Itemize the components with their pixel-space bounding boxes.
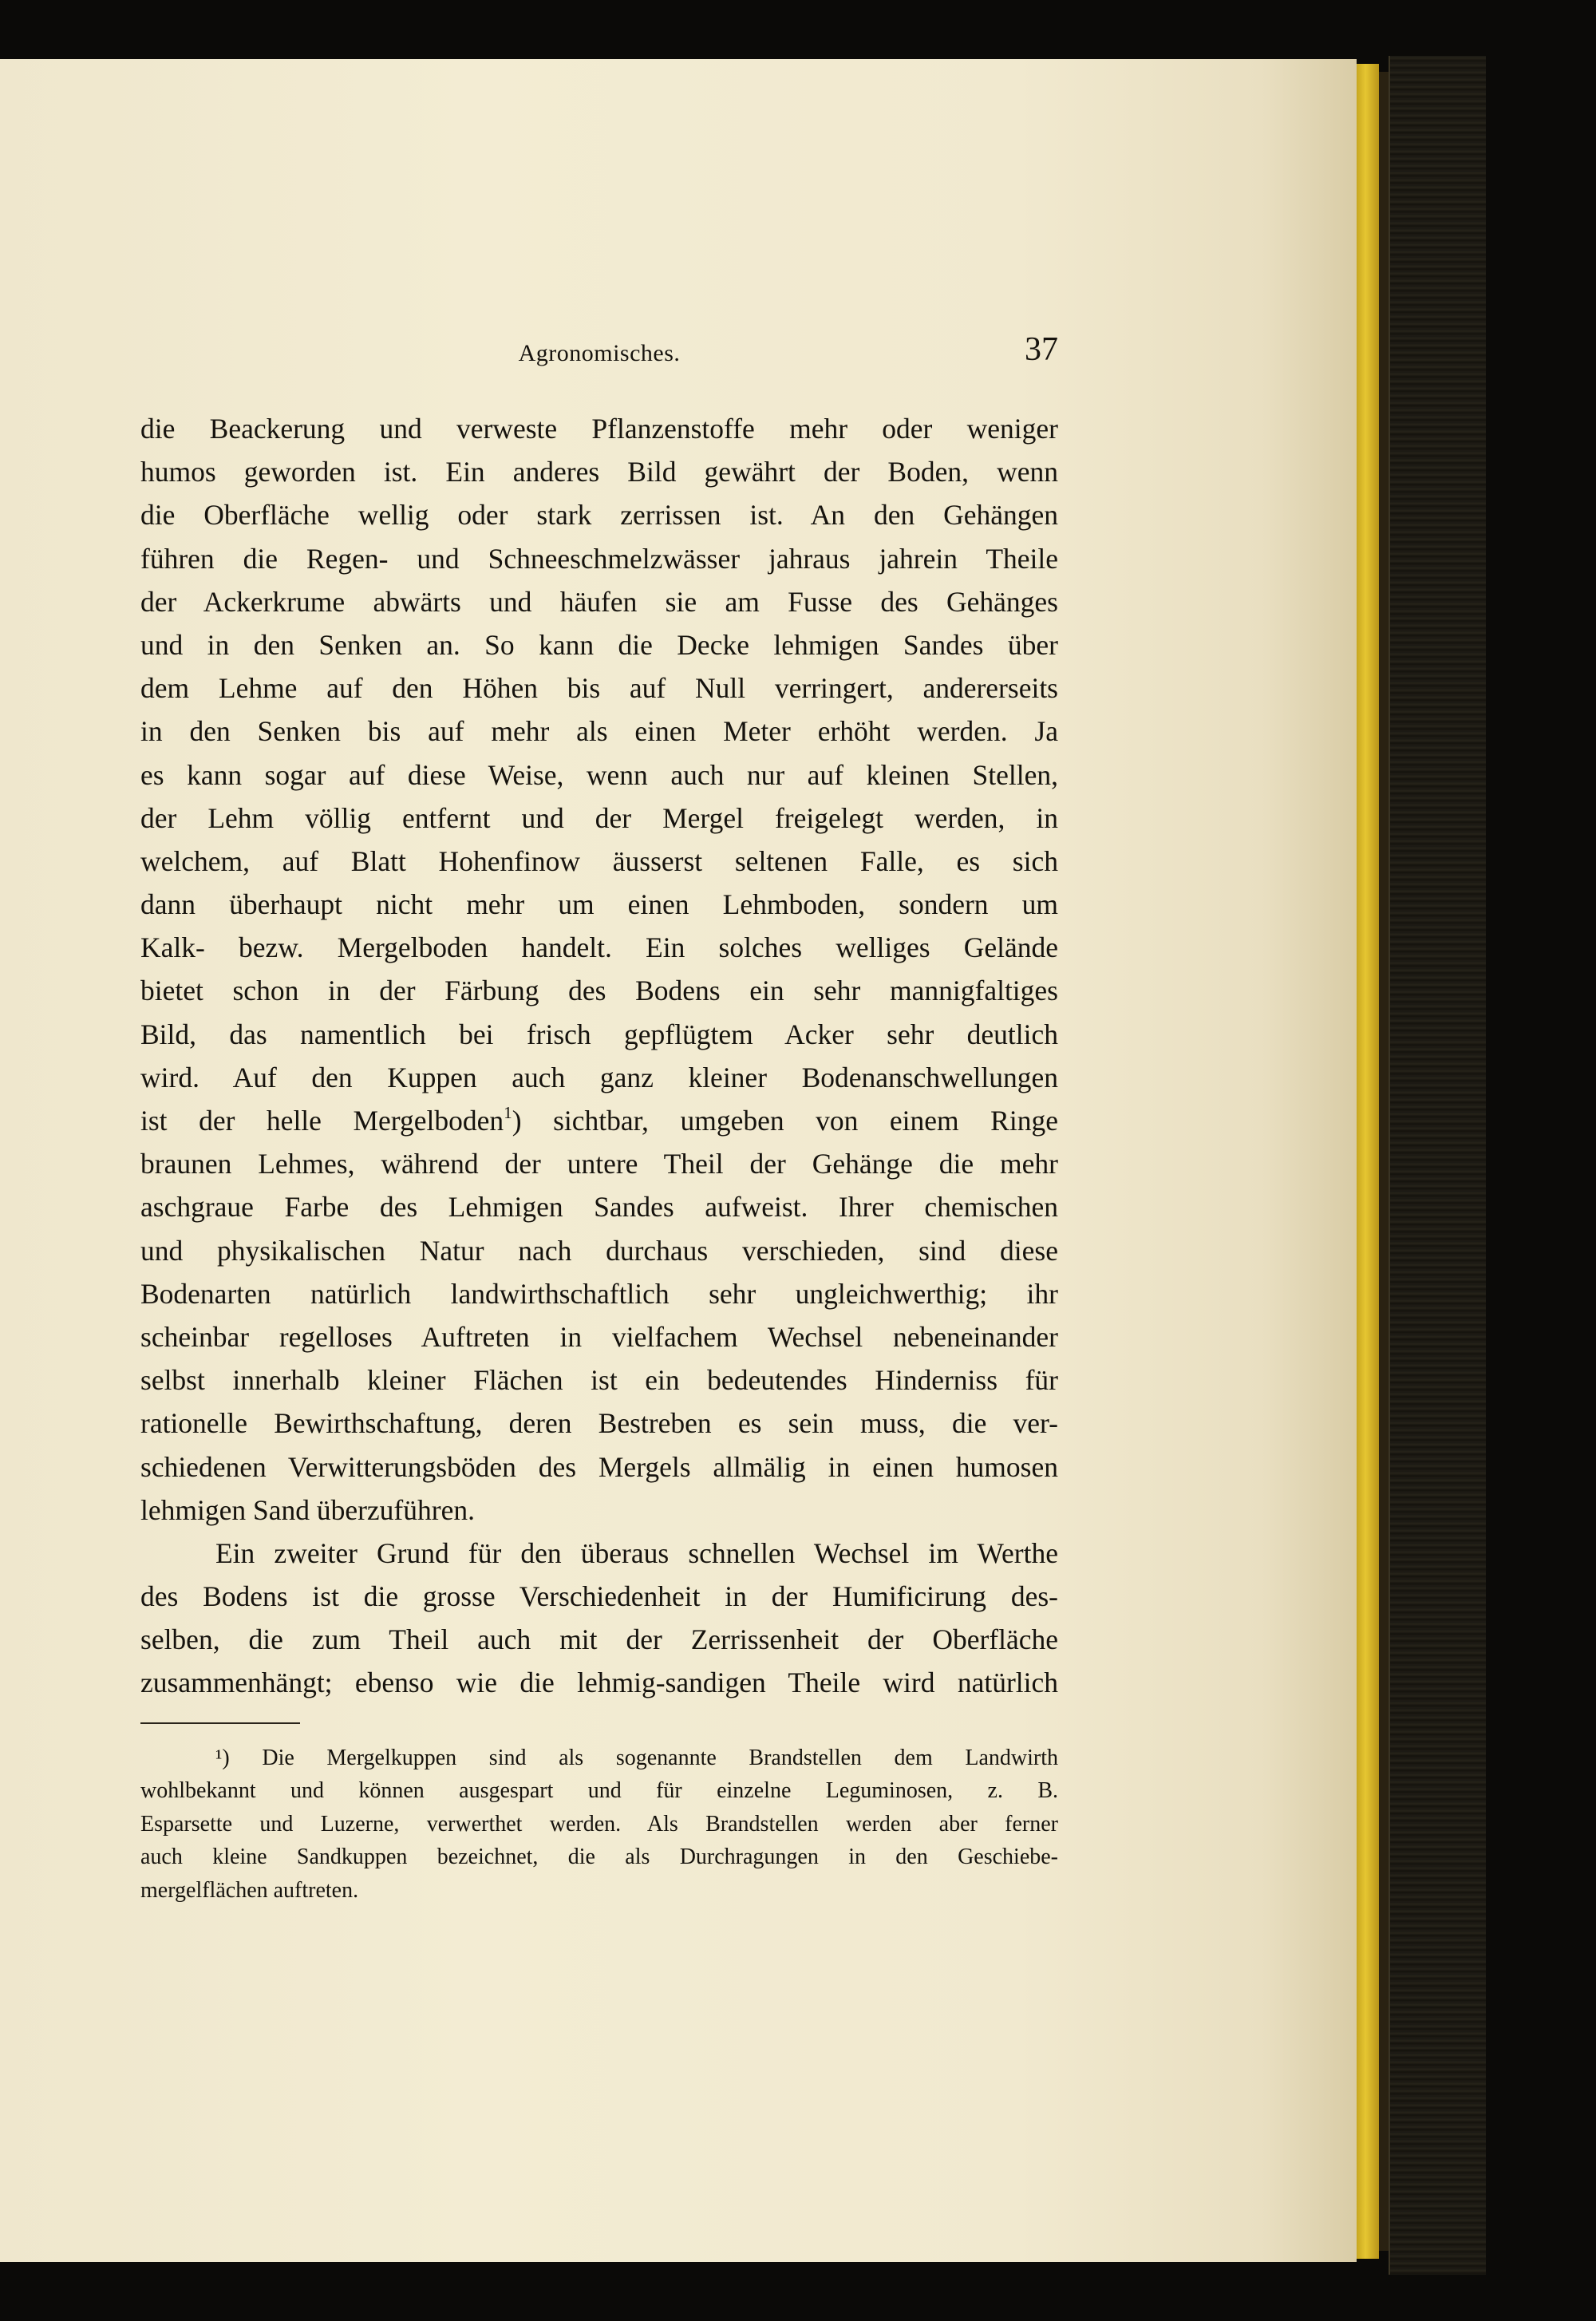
page-edge-shadow xyxy=(1379,72,1389,2251)
text-line: humos geworden ist. Ein anderes Bild gewährt der Boden, wenn xyxy=(140,456,1058,488)
text-line: zusammenhängt; ebenso wie die lehmig-sandigen Theile wird natürlich xyxy=(140,1667,1058,1699)
text-line: selben, die zum Theil auch mit der Zerrissenheit der Oberfläche xyxy=(140,1623,1058,1656)
footnote-line: mergelflächen auftreten. xyxy=(140,1877,359,1903)
footnote-rule xyxy=(140,1722,300,1724)
footnote xyxy=(140,1742,1058,1908)
text-line: führen die Regen- und Schneeschmelzwässer jahraus jahrein Theile xyxy=(140,542,1058,575)
text-line: in den Senken bis auf mehr als einen Meter erhöht werden. Ja xyxy=(140,715,1058,748)
text-line: es kann sogar auf diese Weise, wenn auch nur auf kleinen Stellen, xyxy=(140,758,1058,791)
text-line: und in den Senken an. So kann die Decke lehmigen Sandes über xyxy=(140,628,1058,661)
paragraph-first-line: Ein zweiter Grund für den überaus schnellen Wechsel im Werthe xyxy=(215,1536,1058,1569)
text-line: braunen Lehmes, während der untere Theil der Gehänge die mehr xyxy=(140,1148,1058,1180)
body-text xyxy=(140,407,1058,1705)
text-line: bietet schon in der Färbung des Bodens ein sehr mannigfaltiges xyxy=(140,975,1058,1007)
footnote-text: Die Mergelkuppen sind als sogenannte Brandstellen dem Landwirth xyxy=(262,1745,1058,1770)
text-segment: ist der helle Mergelboden xyxy=(140,1105,504,1137)
page-header xyxy=(140,331,1058,391)
text-line: die Oberfläche wellig oder stark zerrissen ist. An den Gehängen xyxy=(140,499,1058,532)
footnote-line: wohlbekannt und können ausgespart und für einzelne Leguminosen, z. B. xyxy=(140,1778,1058,1804)
text-line: welchem, auf Blatt Hohenfinow äusserst seltenen Falle, es sich xyxy=(140,844,1058,877)
text-line: wird. Auf den Kuppen auch ganz kleiner Bodenanschwellungen xyxy=(140,1061,1058,1093)
footnote-marker: ¹) xyxy=(215,1745,230,1770)
page-number: 37 xyxy=(1025,331,1058,368)
text-line: der Ackerkrume abwärts und häufen sie am Fusse des Gehänges xyxy=(140,585,1058,618)
text-line: Kalk- bezw. Mergelboden handelt. Ein solches welliges Gelände xyxy=(140,931,1058,964)
gilt-page-edges xyxy=(1357,64,1379,2259)
text-line: schiedenen Verwitterungsböden des Mergels allmälig in einen humosen xyxy=(140,1450,1058,1483)
text-line: selbst innerhalb kleiner Flächen ist ein bedeutendes Hinderniss für xyxy=(140,1364,1058,1397)
text-line: des Bodens ist die grosse Verschiedenheit in der Humificirung des- xyxy=(140,1580,1058,1613)
text-line: Bodenarten natürlich landwirthschaftlich sehr ungleichwerthig; ihr xyxy=(140,1277,1058,1310)
text-segment: ) sichtbar, umgeben von einem Ringe xyxy=(512,1105,1058,1137)
book-binding xyxy=(1389,56,1486,2275)
text-line: rationelle Bewirthschaftung, deren Bestreben es sein muss, die ver- xyxy=(140,1407,1058,1440)
text-line: dem Lehme auf den Höhen bis auf Null verringert, andererseits xyxy=(140,672,1058,705)
page-content xyxy=(140,331,1058,1907)
text-line: Bild, das namentlich bei frisch gepflügtem Acker sehr deutlich xyxy=(140,1018,1058,1050)
text-line: aschgraue Farbe des Lehmigen Sandes aufweist. Ihrer chemischen xyxy=(140,1191,1058,1224)
text-line: die Beackerung und verweste Pflanzenstoffe mehr oder weniger xyxy=(140,413,1058,445)
footnote-line: Esparsette und Luzerne, verwerthet werden. Als Brandstellen werden aber ferner xyxy=(140,1811,1058,1837)
footnote-reference[interactable]: 1 xyxy=(504,1103,512,1123)
paragraph-last-line: lehmigen Sand überzuführen. xyxy=(140,1493,475,1526)
text-line: dann überhaupt nicht mehr um einen Lehmboden, sondern um xyxy=(140,888,1058,921)
text-line: scheinbar regelloses Auftreten in vielfachem Wechsel nebeneinander xyxy=(140,1320,1058,1353)
text-line: der Lehm völlig entfernt und der Mergel freigelegt werden, in xyxy=(140,801,1058,834)
text-line-with-footnote-ref xyxy=(140,1099,1058,1142)
footnote-line xyxy=(140,1742,1058,1775)
running-head: Agronomisches. xyxy=(518,340,681,366)
text-line: und physikalischen Natur nach durchaus verschieden, sind diese xyxy=(140,1234,1058,1267)
footnote-line: auch kleine Sandkuppen bezeichnet, die als Durchragungen in den Geschiebe- xyxy=(140,1845,1058,1870)
